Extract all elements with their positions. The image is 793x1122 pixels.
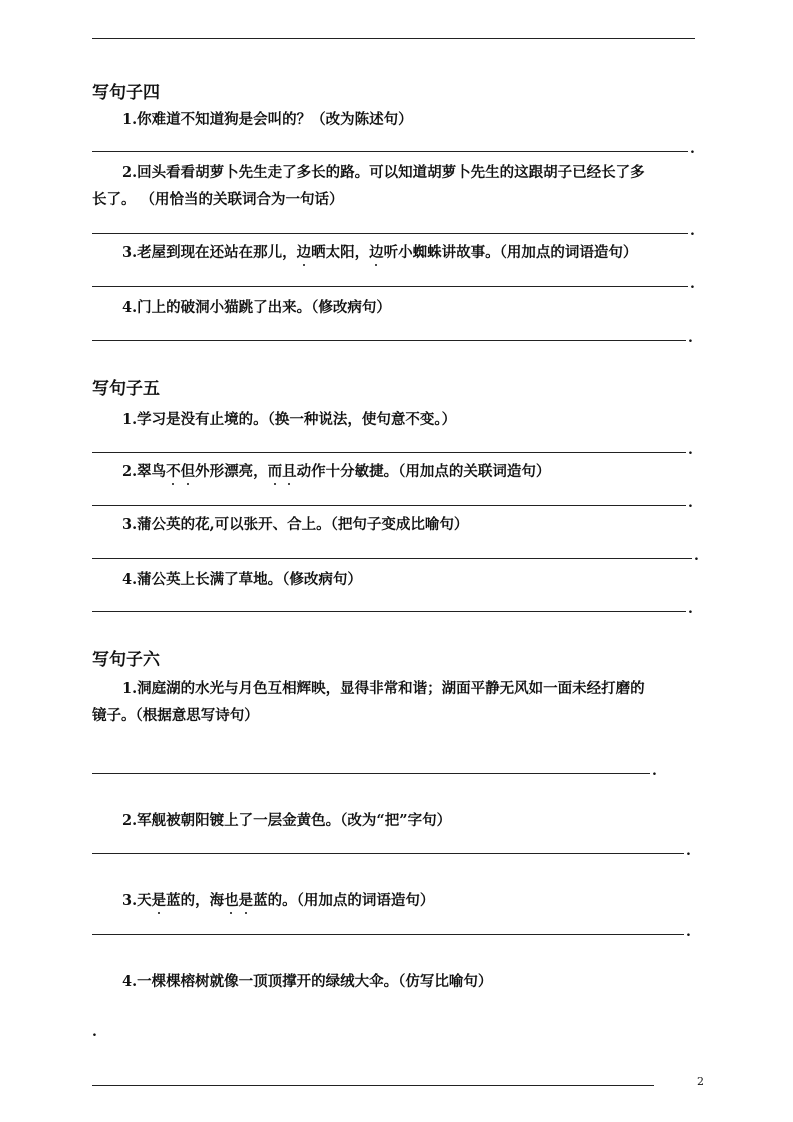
question-text bbox=[122, 161, 645, 182]
text-segment: 镜子。（根据意思写诗句） bbox=[92, 707, 259, 724]
emphasis-char: 边 bbox=[369, 244, 384, 261]
emphasis-char: 也 bbox=[224, 892, 239, 909]
text-segment: 3.老屋到现在还站在那儿， bbox=[122, 244, 297, 261]
bottom-rule bbox=[92, 1085, 654, 1086]
text-segment: 1.学习是没有止境的。（换一种说法，使句意不变。） bbox=[122, 411, 457, 428]
question-text bbox=[122, 296, 391, 317]
question-text bbox=[122, 568, 362, 589]
answer-line[interactable] bbox=[92, 773, 650, 774]
question-text bbox=[92, 188, 344, 209]
answer-line[interactable] bbox=[92, 452, 686, 453]
section-heading: 写句子五 bbox=[92, 379, 160, 399]
section-heading: 写句子四 bbox=[92, 83, 160, 103]
text-segment: 蓝的，海 bbox=[166, 892, 225, 909]
emphasis-char: 是 bbox=[151, 892, 167, 909]
answer-period: . bbox=[690, 276, 695, 292]
emphasis-char: 不 bbox=[166, 463, 181, 480]
answer-line[interactable] bbox=[92, 558, 692, 559]
question-text bbox=[122, 970, 492, 991]
text-segment: 长了。 （用恰当的关联词合为一句话） bbox=[92, 191, 344, 208]
emphasis-char: 但 bbox=[180, 463, 196, 480]
question-text bbox=[122, 241, 637, 262]
question-text bbox=[122, 677, 645, 698]
emphasis-char: 且 bbox=[282, 463, 297, 480]
answer-line[interactable] bbox=[92, 151, 688, 152]
text-segment: 蓝的。（用加点的词语造句） bbox=[253, 892, 435, 909]
answer-line[interactable] bbox=[92, 233, 688, 234]
question-text bbox=[122, 108, 413, 129]
text-segment: 4.蒲公英上长满了草地。（修改病句） bbox=[122, 571, 362, 588]
text-segment: 外形漂亮， bbox=[195, 463, 268, 480]
answer-line[interactable] bbox=[92, 934, 684, 935]
question-text bbox=[122, 889, 434, 910]
answer-period: . bbox=[688, 442, 693, 458]
text-segment: 3.天 bbox=[122, 892, 152, 909]
text-segment: 2.军舰被朝阳镀上了一层金黄色。（改为“把”字句） bbox=[122, 812, 452, 829]
emphasis-char: 是 bbox=[238, 892, 254, 909]
answer-period: . bbox=[690, 223, 695, 239]
question-text bbox=[122, 408, 456, 429]
question-text bbox=[122, 460, 550, 481]
answer-line[interactable] bbox=[92, 286, 688, 287]
answer-period: . bbox=[686, 843, 691, 859]
section-heading: 写句子六 bbox=[92, 650, 160, 670]
question-text bbox=[122, 809, 451, 830]
answer-period: . bbox=[688, 601, 693, 617]
text-segment: 4.一棵棵榕树就像一顶顶撑开的绿绒大伞。（仿写比喻句） bbox=[122, 973, 493, 990]
top-rule bbox=[92, 38, 695, 39]
answer-period: . bbox=[694, 548, 699, 564]
emphasis-char: 边 bbox=[296, 244, 312, 261]
text-segment: 3.蒲公英的花,可以张开、合上。（把句子变成比喻句） bbox=[122, 516, 469, 533]
final-period: . bbox=[92, 1024, 97, 1040]
answer-period: . bbox=[686, 924, 691, 940]
question-text bbox=[122, 513, 468, 534]
text-segment: 2.回头看看胡萝卜先生走了多长的路。可以知道胡萝卜先生的这跟胡子已经长了多 bbox=[122, 164, 645, 181]
text-segment: 2.翠鸟 bbox=[122, 463, 167, 480]
answer-line[interactable] bbox=[92, 340, 686, 341]
emphasis-char: 而 bbox=[267, 463, 283, 480]
answer-line[interactable] bbox=[92, 853, 684, 854]
answer-line[interactable] bbox=[92, 611, 686, 612]
text-segment: 1.洞庭湖的水光与月色互相辉映，显得非常和谐；湖面平静无风如一面未经打磨的 bbox=[122, 680, 645, 697]
answer-line[interactable] bbox=[92, 505, 686, 506]
text-segment: 1.你难道不知道狗是会叫的？（改为陈述句） bbox=[122, 111, 413, 128]
page-number: 2 bbox=[697, 1075, 704, 1088]
answer-period: . bbox=[688, 330, 693, 346]
answer-period: . bbox=[688, 495, 693, 511]
text-segment: 听小蜘蛛讲故事。（用加点的词语造句） bbox=[383, 244, 638, 261]
answer-period: . bbox=[652, 763, 657, 779]
answer-period: . bbox=[690, 141, 695, 157]
text-segment: 4.门上的破洞小猫跳了出来。（修改病句） bbox=[122, 299, 391, 316]
text-segment: 动作十分敏捷。（用加点的关联词造句） bbox=[296, 463, 551, 480]
question-text bbox=[92, 704, 259, 725]
text-segment: 晒太阳， bbox=[311, 244, 370, 261]
